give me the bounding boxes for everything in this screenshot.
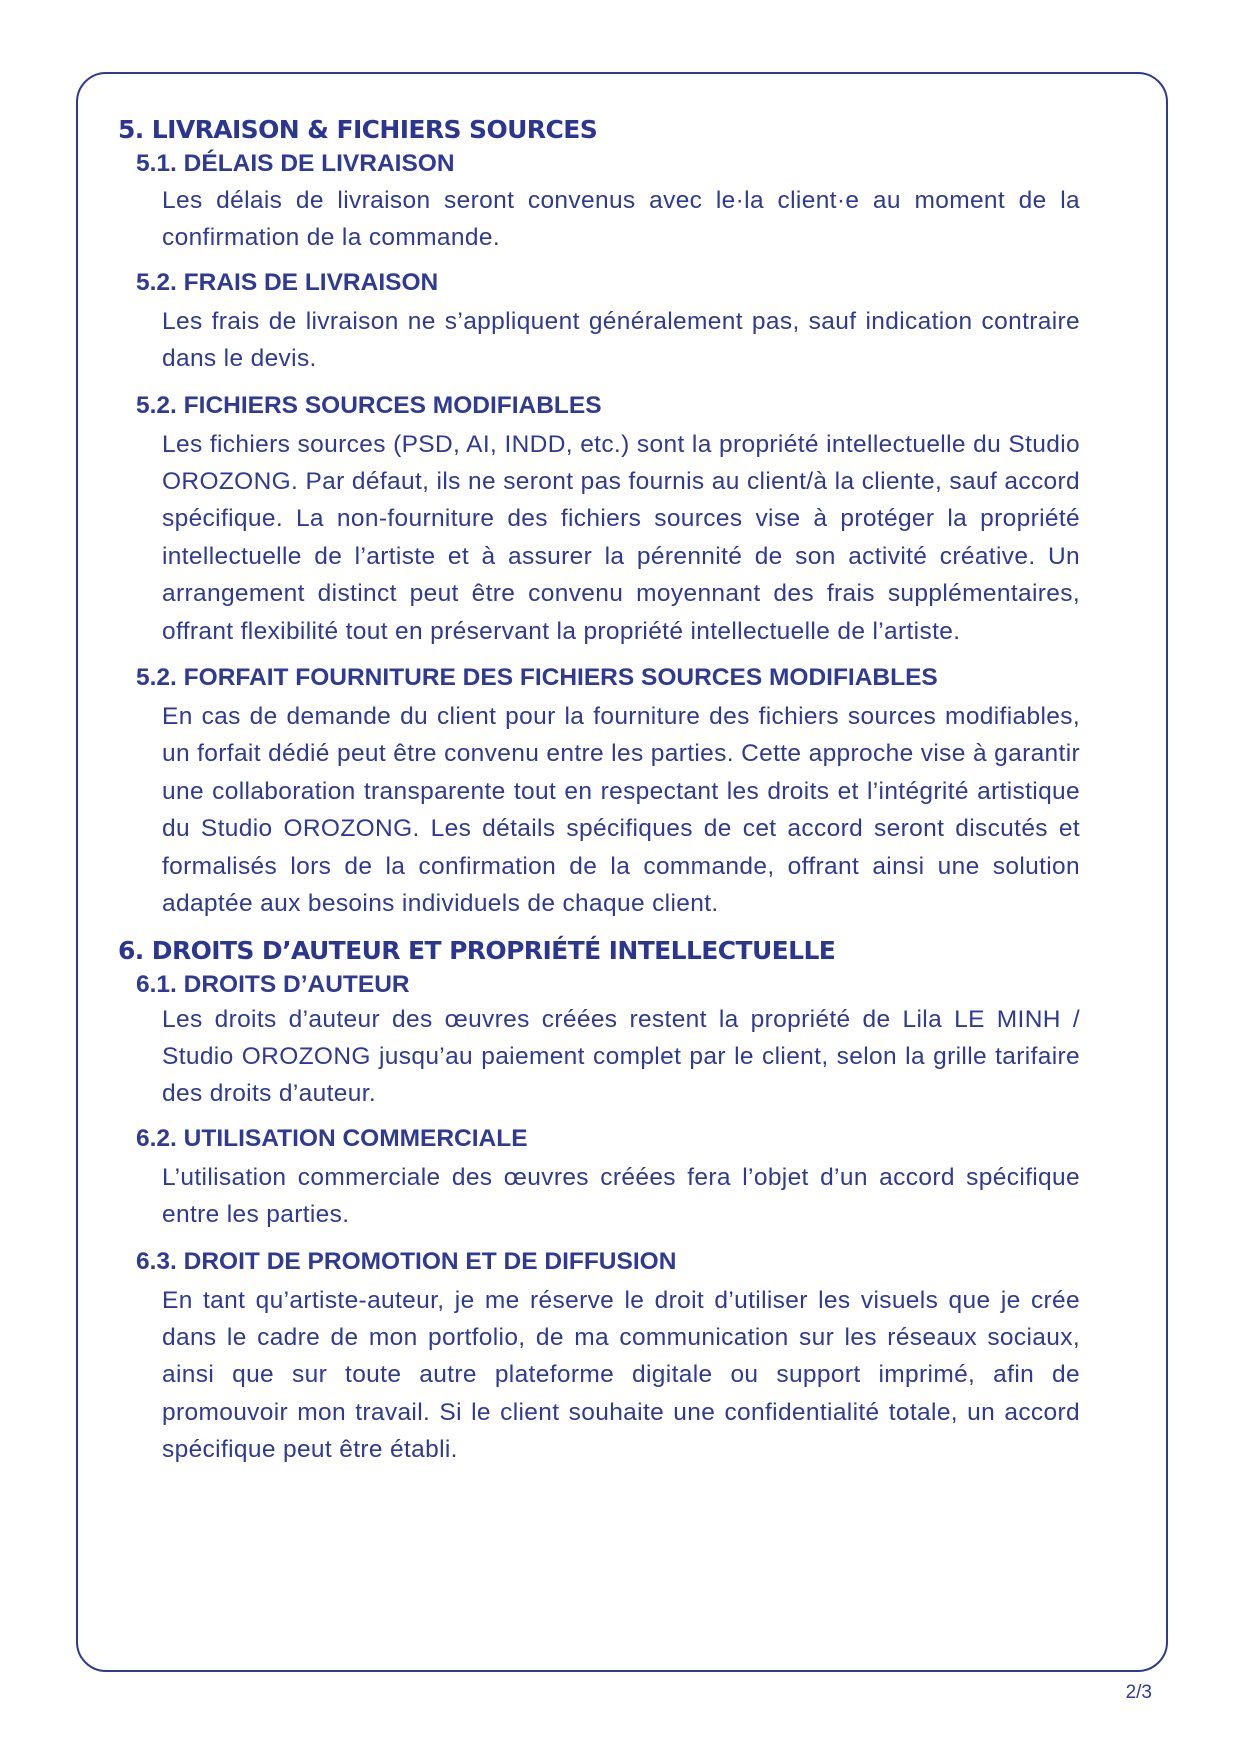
subsection-text-6-2: L’utilisation commerciale des œuvres créées fera l’objet d’un accord spécifique entre les parties. — [162, 1163, 1080, 1229]
section-title-6: 6. DROITS D’AUTEUR ET PROPRIÉTÉ INTELLECTUELLE — [118, 935, 836, 965]
subsection-title-5-3: 5.2. FICHIERS SOURCES MODIFIABLES — [136, 391, 602, 419]
subsection-text-5-3: Les fichiers sources (PSD, AI, INDD, etc.) sont la propriété intellectuelle du Studio OROZONG. Par défaut, ils ne seront pas fournis au client/à la cliente, sauf accord spécifique. La non-fourniture des fichiers sources vise à protéger la propriété intellectuelle de l’artiste et à assurer la pérennité de son activité créative. Un arrangement distinct peut être convenu moyennant des frais supplémentaires, offrant flexibilité tout en préservant la propriété intellectuelle de l’artiste. — [162, 430, 1080, 645]
page-number: 2/3 — [1125, 1682, 1152, 1703]
section-title-5: 5. LIVRAISON & FICHIERS SOURCES — [118, 115, 598, 144]
document-content — [118, 112, 1080, 1469]
subsection-text-5-1: Les délais de livraison seront convenus avec le·la client·e au moment de la confirmation de la commande. — [162, 187, 1080, 252]
subsection-text-5-4: En cas de demande du client pour la fourniture des fichiers sources modifiables, un forfait dédié peut être convenu entre les parties. Cette approche vise à garantir une collaboration transparente tout en respectant les droits et l’intégrité artistique du Studio OROZONG. Les détails spécifiques de cet accord seront discutés et formalisés lors de la confirmation de la commande, offrant ainsi une solution adaptée aux besoins individuels de chaque client. — [162, 703, 1080, 918]
subsection-title-5-4: 5.2. FORFAIT FOURNITURE DES FICHIERS SOURCES MODIFIABLES — [136, 664, 938, 692]
subsection-title-5-2: 5.2. FRAIS DE LIVRAISON — [136, 268, 439, 296]
subsection-text-6-3: En tant qu’artiste-auteur, je me réserve le droit d’utiliser les visuels que je crée dans le cadre de mon portfolio, de ma communication sur les réseaux sociaux, ainsi que sur toute autre plateforme digitale ou support imprimé, afin de promouvoir mon travail. Si le client souhaite une confidentialité totale, un accord spécifique peut être établi. — [162, 1286, 1080, 1464]
subsection-title-6-2: 6.2. UTILISATION COMMERCIALE — [136, 1124, 528, 1152]
subsection-title-5-1: 5.1. DÉLAIS DE LIVRAISON — [136, 150, 455, 177]
subsection-title-6-3: 6.3. DROIT DE PROMOTION ET DE DIFFUSION — [136, 1247, 677, 1275]
subsection-text-5-2: Les frais de livraison ne s’appliquent généralement pas, sauf indication contraire dans le devis. — [162, 307, 1080, 373]
subsection-title-6-1: 6.1. DROITS D’AUTEUR — [136, 970, 410, 998]
subsection-text-6-1: Les droits d’auteur des œuvres créées restent la propriété de Lila LE MINH / Studio OROZONG jusqu’au paiement complet par le client, selon la grille tarifaire des droits d’auteur. — [162, 1005, 1080, 1108]
